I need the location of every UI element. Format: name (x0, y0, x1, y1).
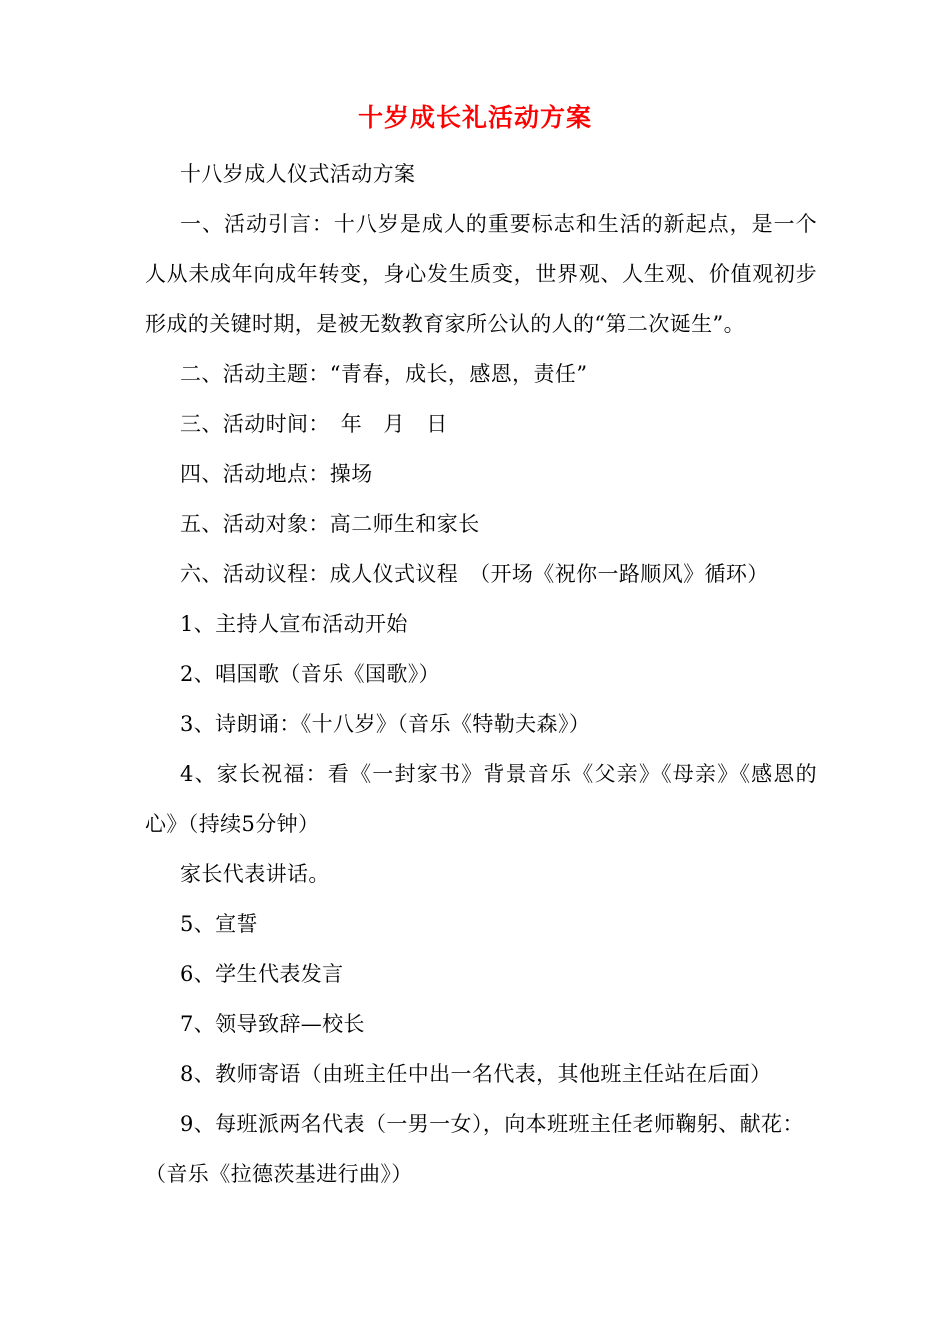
paragraph-location: 四、活动地点：操场 (180, 462, 373, 486)
document-title: 十岁成长礼活动方案 (357, 103, 592, 132)
agenda-item-3: 3、诗朗诵：《十八岁》（音乐《特勒夫森》） (180, 712, 591, 736)
agenda-item-4: 4、家长祝福：看《一封家书》背景音乐《父亲》《母亲》《感恩的心》（持续5分钟） (145, 762, 817, 836)
paragraph-theme: 二、活动主题：“青春，成长，感恩，责任” (180, 362, 588, 386)
agenda-item-5: 5、宣誓 (180, 912, 258, 936)
agenda-item-7: 7、领导致辞—校长 (180, 1012, 365, 1036)
agenda-item-9: 9、每班派两名代表（一男一女），向本班班主任老师鞠躬、献花： (180, 1112, 804, 1136)
paragraph-agenda: 六、活动议程：成人仪式议程 （开场《祝你一路顺风》循环） (180, 562, 769, 586)
document-body (145, 149, 817, 1199)
paragraph-audience: 五、活动对象：高二师生和家长 (180, 512, 480, 536)
paragraph-introduction: 一、活动引言：十八岁是成人的重要标志和生活的新起点，是一个人从未成年向成年转变，身心发生质变，世界观、人生观、价值观初步形成的关键时期，是被无数教育家所公认的人的“第二次诞生”。 (145, 212, 817, 336)
paragraph-subtitle: 十八岁成人仪式活动方案 (180, 162, 416, 186)
agenda-item-parent-speech: 家长代表讲话。 (180, 862, 330, 886)
agenda-item-8: 8、教师寄语（由班主任中出一名代表，其他班主任站在后面） (180, 1062, 772, 1086)
agenda-item-6: 6、学生代表发言 (180, 962, 344, 986)
agenda-item-2: 2、唱国歌（音乐《国歌》） (180, 662, 441, 686)
agenda-item-9-music: （音乐《拉德茨基进行曲》） (145, 1162, 413, 1186)
paragraph-time: 三、活动时间： 年 月 日 (180, 412, 448, 436)
agenda-item-1: 1、主持人宣布活动开始 (180, 612, 408, 636)
